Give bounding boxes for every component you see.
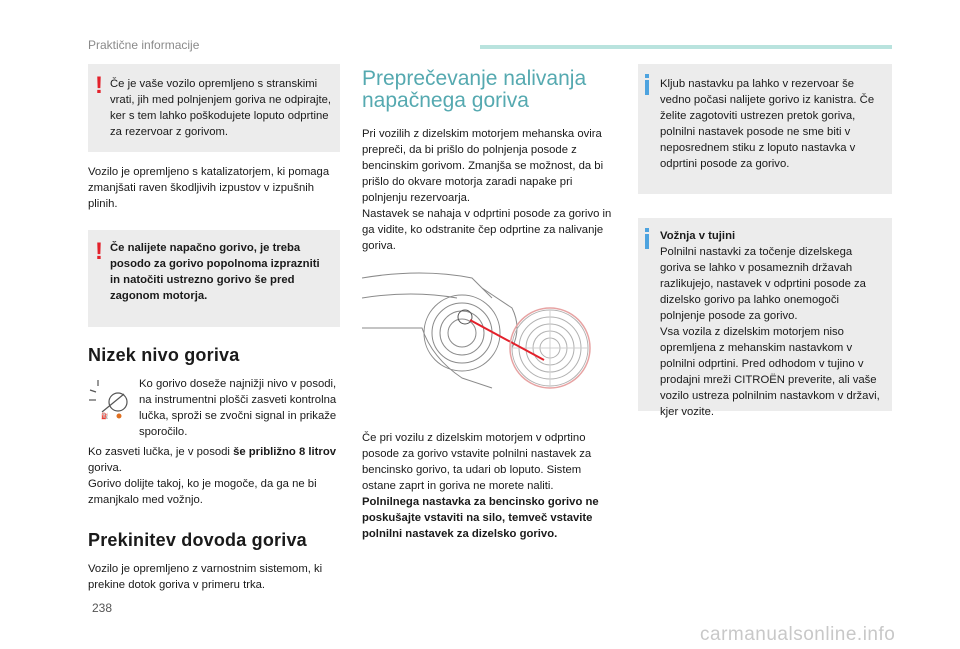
page-number: 238 — [92, 601, 113, 615]
misfuel-warning-bold: Polnilnega nastavka za bencinsko gorivo ne poskušajte vstaviti na silo, temveč vstavite polnilni nastavek za dizelsko gorivo. — [362, 496, 599, 540]
header-accent-bar — [480, 45, 892, 49]
info-title: Vožnja v tujini — [660, 230, 736, 242]
warning-text: Če nalijete napačno gorivo, je treba posodo za gorivo popolnoma izprazniti in natočiti ustrezno gorivo še pred zagonom motorja. — [110, 242, 320, 302]
info-text: Vsa vozila z dizelskim motorjem niso opremljena z mehanskim nastavkom v polnilni odprtini. Pred odhodom v tujino v prodajni mreži CITROËN preverite, ali vaše vozilo ustreza polnilnim nastavkom v državi, kjer vozite. — [660, 326, 880, 418]
fuel-filler-illustration — [362, 268, 618, 418]
text-span: goriva. — [88, 462, 122, 474]
warning-text: Če je vaše vozilo opremljeno s stranskimi vrati, jih med polnjenjem goriva ne odpirajte, ker s tem lahko poškodujete loputo odprtine za rezervoar z gorivom. — [110, 78, 332, 138]
remaining-fuel-amount: še približno 8 litrov — [233, 446, 337, 458]
info-box-driving-abroad — [638, 218, 892, 418]
text-span: Ko zasveti lučka, je v posodi — [88, 446, 234, 458]
watermark: carmanualsonline.info — [700, 624, 896, 645]
info-icon — [645, 74, 649, 94]
info-box-canister — [638, 64, 892, 194]
low-fuel-remaining-paragraph — [88, 444, 340, 476]
info-text: Polnilni nastavki za točenje dizelskega goriva se lahko v posameznih državah razlikujejo, nastavek v odprtini posode za dizelsko gorivo pa lahko onemogoči polnjenje posode za gorivo. — [660, 246, 866, 322]
catalyst-paragraph: Vozilo je opremljeno s katalizatorjem, ki pomaga zmanjšati raven škodljivih izpustov v izpušnih plinih. — [88, 166, 330, 210]
right-column — [638, 64, 892, 418]
low-fuel-description: Ko gorivo doseže najnižji nivo v posodi, na instrumentni plošči zasveti kontrolna lučka, sproži se zvočni signal in prikaže sporočilo. — [139, 378, 337, 438]
info-text: Kljub nastavku pa lahko v rezervoar še vedno počasi nalijete gorivo iz kanistra. Če želite zagotoviti ustrezen pretok goriva, polnilni nastavek posode ne sme biti v neposrednem stiku z loputo nastavka v odprtini posode za gorivo. — [660, 78, 875, 170]
refuel-advice-paragraph: Gorivo dolijte takoj, ko je mogoče, da ga ne bi zmanjkalo med vožnjo. — [88, 478, 317, 506]
misfuel-heading-line2: napačnega goriva — [362, 89, 529, 112]
low-fuel-icon-row — [88, 376, 340, 440]
middle-column — [362, 64, 618, 542]
section-title: Praktične informacije — [88, 38, 200, 52]
misfuel-paragraph-2: Nastavek se nahaja v odprtini posode za gorivo in ga vidite, ko odstranite čep odprtine za nalivanje goriva. — [362, 208, 612, 252]
fuel-cutoff-paragraph: Vozilo je opremljeno z varnostnim sistemom, ki prekine dotok goriva v primeru trka. — [88, 563, 323, 591]
fuel-gauge-icon — [88, 376, 128, 420]
warning-exclamation-icon: ! — [95, 72, 103, 99]
low-fuel-heading: Nizek nivo goriva — [88, 345, 240, 365]
misfuel-paragraph-1: Pri vozilih z dizelskim motorjem mehanska ovira prepreči, da bi prišlo do polnjenja posode z bencinskim gorivom. Zmanjša se možnost, da bi prišlo do okvare motorja zaradi napake pri polnjenju rezervoarja. — [362, 128, 604, 204]
fuel-cutoff-heading: Prekinitev dovoda goriva — [88, 530, 307, 550]
svg-text:⛽: ⛽ — [101, 413, 109, 420]
warning-box-wrong-fuel — [88, 230, 340, 327]
left-column — [88, 64, 340, 593]
warning-exclamation-icon: ! — [95, 238, 103, 265]
info-icon — [645, 228, 649, 248]
misfuel-paragraph-3: Če pri vozilu z dizelskim motorjem v odprtino posode za gorivo vstavite polnilni nastavek za bencinsko gorivo, ta udari ob loputo. Sistem ostane zaprt in goriva ne morete naliti. — [362, 432, 592, 492]
warning-box-side-doors — [88, 64, 340, 152]
misfuel-heading-line1: Preprečevanje nalivanja — [362, 67, 587, 90]
